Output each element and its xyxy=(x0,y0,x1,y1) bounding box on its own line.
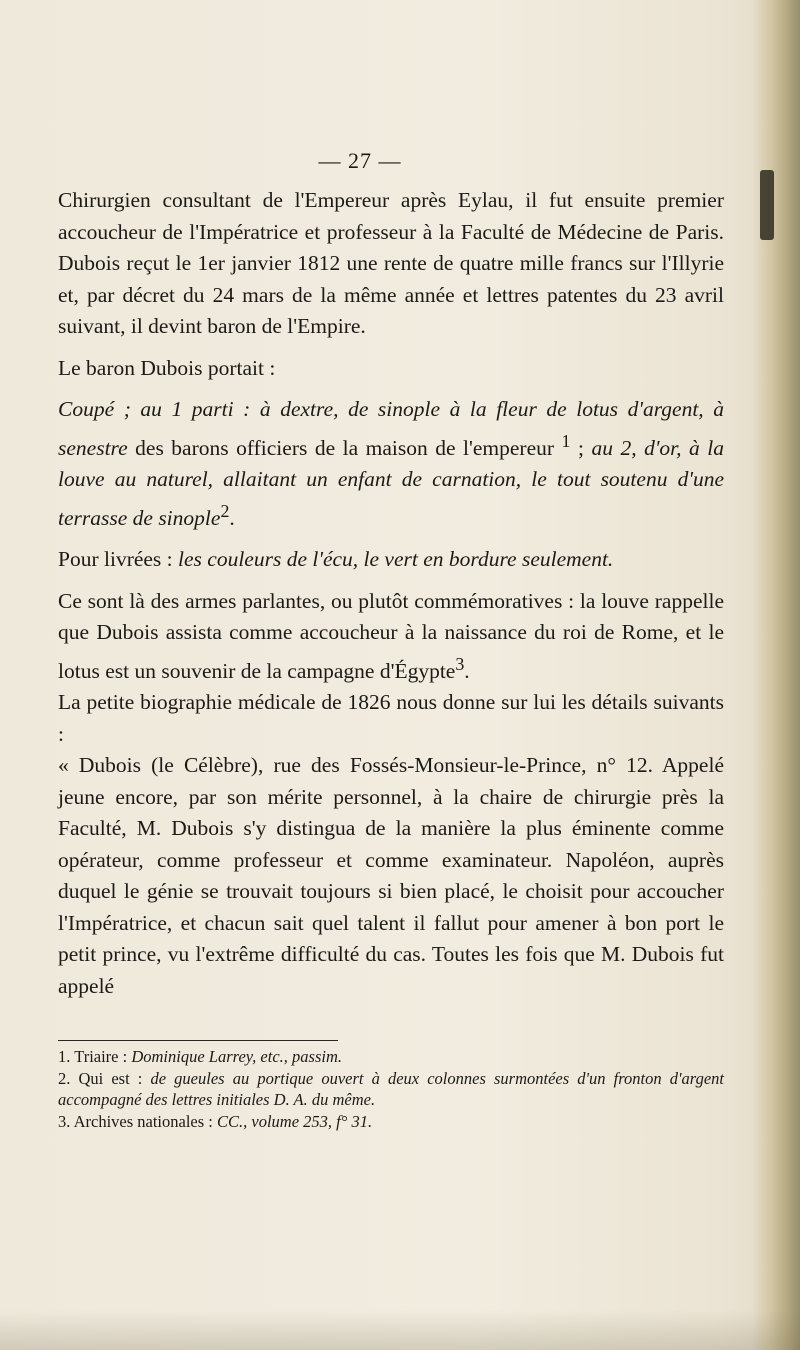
footnote-1 xyxy=(58,1046,724,1067)
footnote-2-text: de gueules au portique ouvert à deux colonnes surmontées d'un fronton d'argent accompagné des lettres initiales D. A. du même. xyxy=(58,1069,724,1109)
blazon-part4: au 2, d'or, à la louve au naturel, allaitant un enfant de carnation, le tout soutenu d'une terrasse de sinople xyxy=(58,435,724,530)
footnote-2-number: 2. xyxy=(58,1069,71,1088)
footnote-rule xyxy=(58,1040,338,1041)
footnote-2-lead: Qui est : xyxy=(70,1069,151,1088)
paragraph-livrees xyxy=(58,544,724,576)
armes-text: Ce sont là des armes parlantes, ou plutôt commémoratives : la louve rappelle que Dubois assista comme accoucheur à la naissance du roi de Rome, et le lotus est un souvenir de la campagne d'Égypte xyxy=(58,588,724,683)
blazon-part1: Coupé ; au 1 parti : à dextre, de sinople à la fleur de lotus d'argent, à senestre xyxy=(58,397,724,460)
page-number: — 27 — xyxy=(318,148,402,173)
footnote-1-lead: Triaire : xyxy=(70,1047,132,1066)
paragraph-biographie: La petite biographie médicale de 1826 nous donne sur lui les détails suivants : xyxy=(58,690,724,746)
footnote-ref-3[interactable]: 3 xyxy=(455,653,465,674)
livrees-lead: Pour livrées : xyxy=(58,547,179,572)
paragraph-quote: « Dubois (le Célèbre), rue des Fossés-Monsieur-le-Prince, n° 12. Appelé jeune encore, par son mérite personnel, à la chaire de chirurgie près la Faculté, M. Dubois s'y distingua de la manière la plus éminente comme opérateur, comme professeur et comme examinateur. Napoléon, auprès duquel le génie se trouvait toujours si bien placé, le choisit pour accoucher l'Impératrice, et chacun sait quel talent il fallut pour amener à bon port le petit prince, vu l'extrême difficulté du cas. Toutes les fois que M. Dubois fut appelé xyxy=(58,753,724,998)
main-text xyxy=(58,185,724,1002)
paragraph-chirurgien: Chirurgien consultant de l'Empereur après Eylau, il fut ensuite premier accoucheur de l'Impératrice et professeur à la Faculté de Médecine de Paris. Dubois reçut le 1er janvier 1812 une rente de quatre mille francs sur l'Illyrie et, par décret du 24 mars de la même année et lettres patentes du 23 avril suivant, il devint baron de l'Empire. xyxy=(58,188,724,338)
armes-end: . xyxy=(464,658,470,683)
footnote-3 xyxy=(58,1111,724,1132)
binding-mark xyxy=(760,170,774,240)
blazon-part3: ; xyxy=(570,435,592,460)
footnotes xyxy=(58,1046,724,1133)
paragraph-portait: Le baron Dubois portait : xyxy=(58,355,276,380)
blazon-part5: . xyxy=(229,505,235,530)
footnote-2 xyxy=(58,1068,724,1110)
livrees-italic: les couleurs de l'écu, le vert en bordure seulement. xyxy=(178,547,614,572)
blazon-part2: des barons officiers de la maison de l'empereur xyxy=(127,435,562,460)
footnote-3-lead: Archives nationales : xyxy=(70,1112,218,1131)
footnote-1-text: Dominique Larrey, etc., passim. xyxy=(131,1047,343,1066)
paragraph-blazon xyxy=(58,394,724,534)
footnote-ref-1[interactable]: 1 xyxy=(561,430,571,451)
footnote-1-number: 1. xyxy=(58,1047,71,1066)
footnote-ref-2[interactable]: 2 xyxy=(220,500,230,521)
footnote-3-text: CC., volume 253, f° 31. xyxy=(217,1112,373,1131)
paragraph-armes xyxy=(58,586,724,688)
footnote-3-number: 3. xyxy=(58,1112,71,1131)
bottom-shadow xyxy=(0,1310,800,1350)
